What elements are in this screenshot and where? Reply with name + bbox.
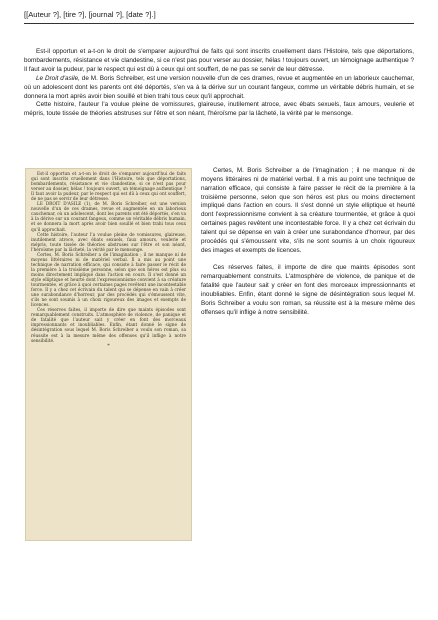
intro-paragraph-2-rest: de M. Boris Schreiber, est une version nouvelle d'un de ces drames, revue et augmentée en un laborieux cauchemar, où un adolescent dont les parents ont été déportés, s'en va à la dérive sur un courant fangeux, comme un véritable débris humain, et se donnera la mort après avoir bien souillé et bien trahi tous ceux qu'il approchait.: [24, 74, 414, 100]
clipping-star-separator: *: [107, 342, 110, 349]
intro-text: [24, 48, 414, 119]
clipping-paragraph-1: Est-il opportun et a-t-on le droit de s'emparer aujourd'hui de faits qui sont inscrits cruellement dans l'Histoire, tels que déportations, bombardements, résistance et vie clandestine, si ce n'est pas pour verser au dossier, hélas ! toujours ouvert, un témoignage authentique ? Il faut avoir la pudeur, par le respect qui est dû à ceux qui ont souffert, de ne pas se servir de leur détresse.: [31, 172, 186, 203]
header-divider: [24, 23, 414, 24]
right-paragraph-2: Ces réserves faites, il importe de dire que maints épisodes sont remarquablement construits. L'atmosphère de violence, de panique et de fatalité que l'auteur sait y créer en font des morceaux impressionnants et inoubliables. Enfin, étant donné le signe de désintégration sous lequel M. Boris Schreiber a voulu son roman, sa réussite est à la mesure même des offenses qu'il inflige à notre sensibilité.: [201, 264, 415, 316]
intro-paragraph-1: Est-il opportun et a-t-on le droit de s'emparer aujourd'hui de faits qui sont inscrits cruellement dans l'Histoire, tels que déportations, bombardements, résistance et vie clandestine, si ce n'est pas pour verser au dossier, hélas ! toujours ouvert, un témoignage authentique ? Il faut avoir la pudeur, par le respect qui est dû à ceux qui ont souffert, de ne pas se servir de leur détresse.: [24, 48, 414, 73]
paragraph-spacer: [201, 255, 415, 264]
right-paragraph-1: Certes, M. Boris Schreiber a de l'imagination ; il ne manque ni de moyens littéraires ni de matériel verbal. Il a mis au point une technique de narration efficace, qui consiste à faire passer le récit de la première à la troisième personne, selon que son héros est plus ou moins directement impliqué dans l'action en cours. Il s'est donné un style elliptique et heurté dont l'expressionnisme convient à sa créature tourmentée, et grâce à quoi certaines pages revêtent une incontestable force. Il y a chez cet écrivain du talent qui se dépense en vain à créer une surabondance d'horreur, par des procédés qui s'émoussent vite, s'ils ne sont soumis à un choix rigoureux des images et exempts de licences.: [201, 167, 415, 254]
intro-paragraph-2: [24, 75, 414, 102]
clipping-paragraph-2: LE DROIT D'ASILE (1), de M. Boris Schreiber, est une version nouvelle d'un de ces drames, revue et augmentée en un laborieux cauchemar, où un adolescent, dont les parents ont été déportés, s'en va à la dérive sur un courant fangeux, comme un véritable débris humain, et se donnera la mort après avoir bien souillé et bien trahi tous ceux qu'il approchait.: [31, 202, 186, 233]
citation-header: [[Auteur ?], [tire ?], [journal ?], [date ?].]: [24, 10, 156, 19]
clipping-paragraph-5: Ces réserves faites, il importe de dire que maints épisodes sont remarquablement construits. L'atmosphère de violence, de panique et de fatalité que l'auteur sait y créer en font des morceaux impressionnants et inoubliables. Enfin, étant donné le signe de désintégration sous lequel M. Boris Schreiber a voulu son roman, sa réussite est à la mesure même des offenses qu'il inflige à notre sensibilité.: [31, 308, 186, 344]
intro-paragraph-3: Cette histoire, l'auteur l'a voulue pleine de vomissures, glaireuse, inutilement atroce, avec ébats sexuels, faux amours, veulerie et mépris, toute tissée de théories abstruses sur l'être et son néant, l'héroïsme par la lâcheté, la vérité par le mensonge.: [24, 101, 414, 118]
right-column-text: [201, 167, 415, 318]
book-title: Le Droit d'asile,: [36, 74, 80, 82]
newspaper-clipping-image: [25, 168, 192, 541]
clipping-paragraph-3: Cette histoire, l'auteur l'a voulue pleine de vomissures, glaireuse, inutilement atroce, avec ébats sexuels, faux amours, veulerie et mépris, toute tissée de théories abstruses sur l'être et son néant, l'héroïsme par la lâcheté, la vérité par le mensonge.: [31, 232, 186, 253]
clipping-paragraph-4: Certes, M. Boris Schreiber a de l'imagination ; il ne manque ni de moyens littéraires ni de matériel verbal. Il a mis au point une technique de narration efficace, qui consiste à faire passer le récit de la première à la troisième personne, selon que son héros est plus ou moins directement impliqué dans l'action en cours. Il s'est donné un style elliptique et heurté dont l'expressionnisme convient à sa créature tourmentée, et grâce à quoi certaines pages revêtent une incontestable force. Il y a chez cet écrivain du talent qui se dépense en vain à créer une surabondance d'horreur, par des procédés qui s'émoussent vite, s'ils ne sont soumis à un choix rigoureux des images et exempts de licences.: [31, 252, 186, 309]
